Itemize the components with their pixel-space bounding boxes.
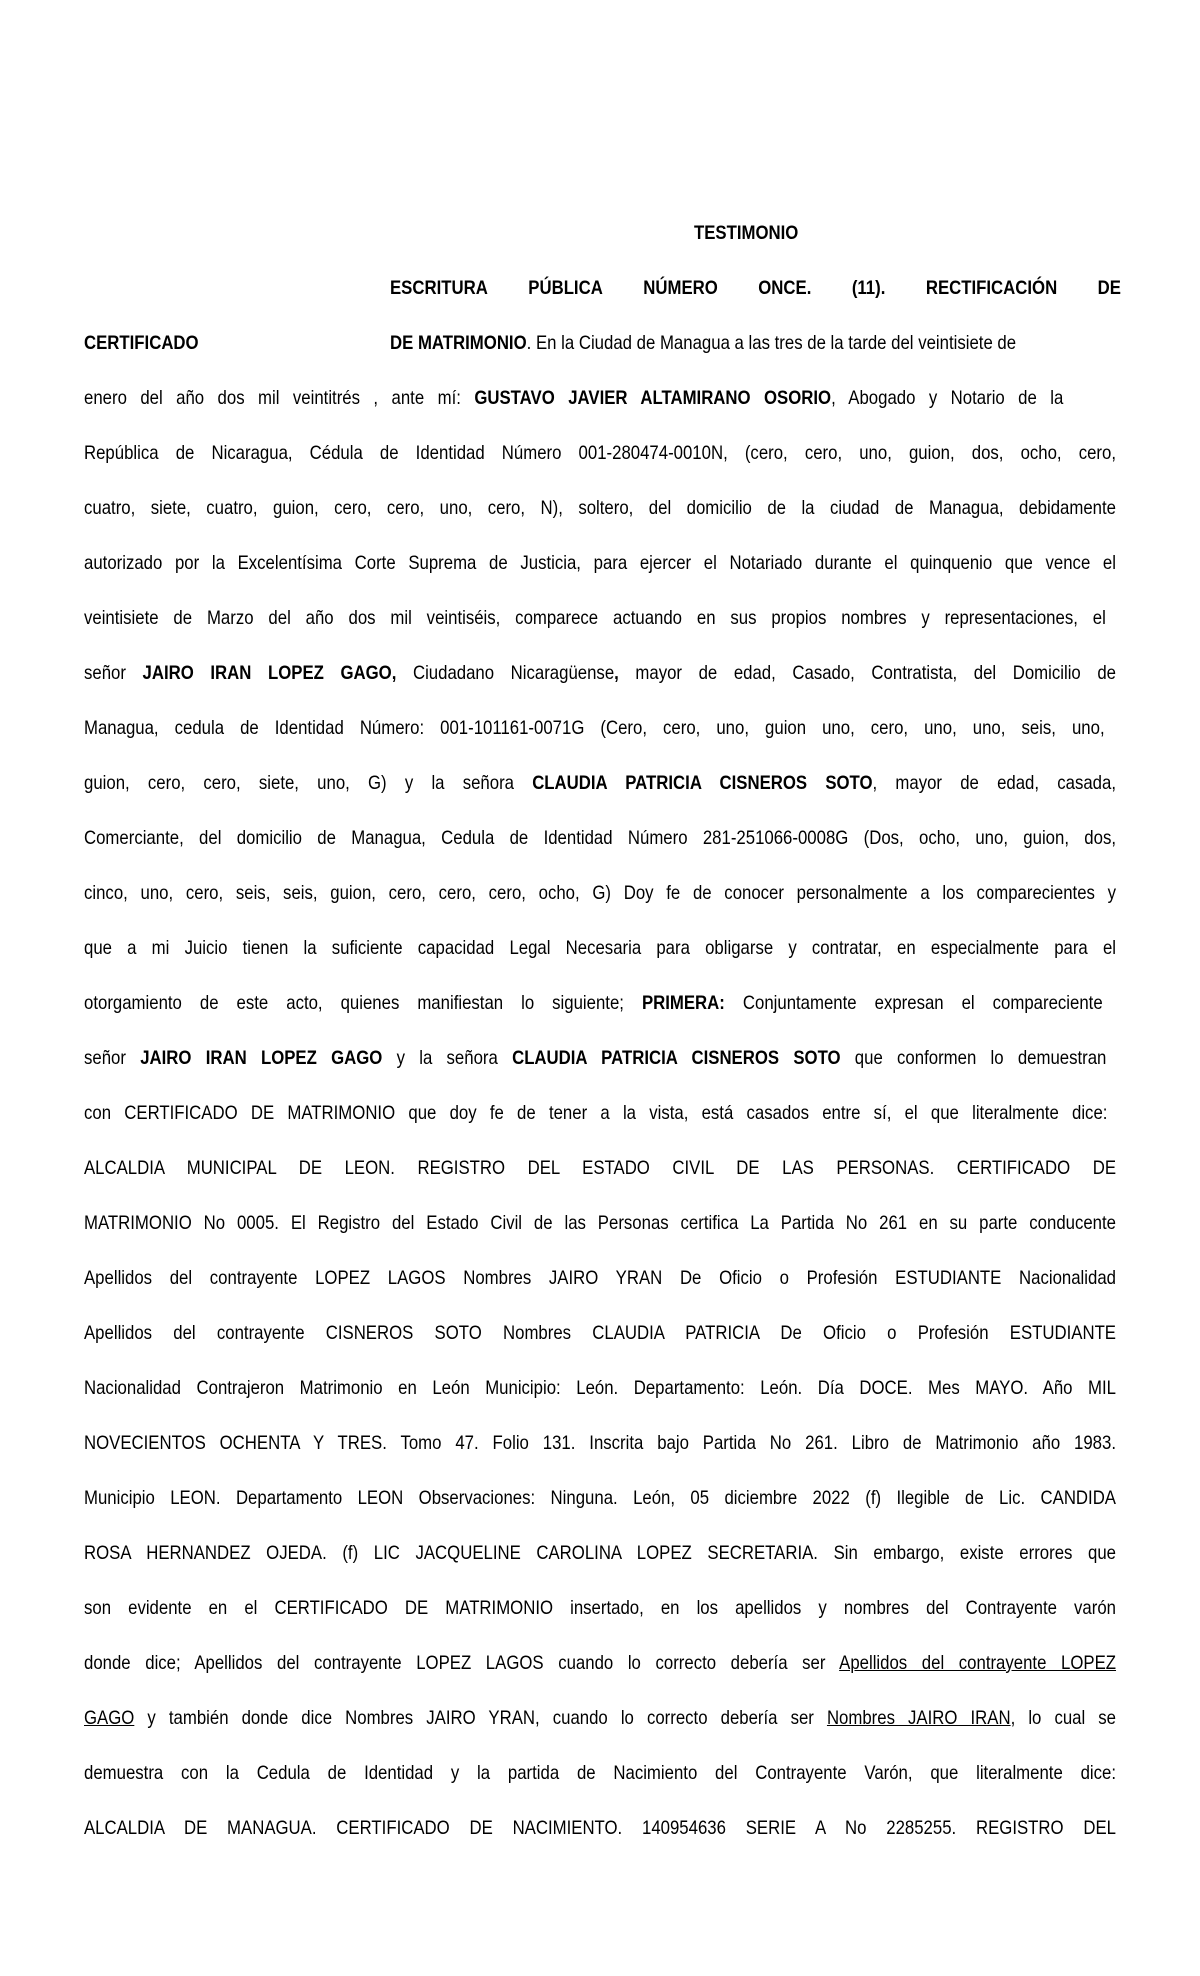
line-text: , mayor de edad, casada, [872,772,1116,794]
paragraph-line: Apellidos del contrayente LOPEZ LAGOS Nombres JAIRO YRAN De Oficio o Profesión ESTUDIANTE Nacionalidad [84,1267,1116,1289]
party-name: JAIRO IRAN LOPEZ GAGO [140,1047,383,1069]
heading-certificado: CERTIFICADO [84,332,199,354]
heading-word: PÚBLICA [528,277,603,299]
line-text: . En la Ciudad de Managua a las tres de la tarde del veintisiete de [526,332,1017,354]
paragraph-line: autorizado por la Excelentísima Corte Suprema de Justicia, para ejercer el Notariado durante el quinquenio que vence el [84,552,1116,574]
line-text: Conjuntamente expresan el compareciente [724,992,1103,1014]
line-text: guion, cero, cero, siete, uno, G) y la señora [84,772,533,794]
paragraph-line: veintisiete de Marzo del año dos mil veintiséis, comparece actuando en sus propios nombres y representaciones, el [84,607,1106,629]
paragraph-line: Nacionalidad Contrajeron Matrimonio en León Municipio: León. Departamento: León. Día DOCE. Mes MAYO. Año MIL [84,1377,1116,1399]
party-name: CLAUDIA PATRICIA CISNEROS SOTO [512,1047,841,1069]
paragraph-line [84,771,1116,795]
heading-word: NÚMERO [643,277,718,299]
paragraph-line: República de Nicaragua, Cédula de Identidad Número 001-280474-0010N, (cero, cero, uno, guion, dos, ocho, cero, [84,442,1116,464]
document-title: TESTIMONIO [694,222,799,244]
paragraph-line: Municipio LEON. Departamento LEON Observaciones: Ninguna. León, 05 diciembre 2022 (f) Ilegible de Lic. CANDIDA [84,1487,1116,1509]
paragraph-line [84,1706,1116,1730]
paragraph-line: que a mi Juicio tienen la suficiente capacidad Legal Necesaria para obligarse y contratar, en especialmente para el [84,937,1116,959]
underlined-correction: Nombres JAIRO IRAN [826,1707,1011,1729]
party-name: JAIRO IRAN LOPEZ GAGO, [142,662,397,684]
line-text: señor [84,1047,141,1069]
line-text: y también donde dice Nombres JAIRO YRAN, cuando lo correcto debería ser [134,1707,827,1729]
deed-heading [390,276,1121,300]
paragraph-line: Comerciante, del domicilio de Managua, Cedula de Identidad Número 281-251066-0008G (Dos, ocho, uno, guion, dos, [84,827,1116,849]
line-text: , [614,662,619,684]
paragraph-line: Managua, cedula de Identidad Número: 001-101161-0071G (Cero, cero, uno, guion uno, cero, uno, uno, seis, uno, [84,717,1105,739]
paragraph-line: ROSA HERNANDEZ OJEDA. (f) LIC JACQUELINE CAROLINA LOPEZ SECRETARIA. Sin embargo, existe errores que [84,1542,1116,1564]
line-text: otorgamiento de este acto, quienes manifiestan lo siguiente; [84,992,642,1014]
paragraph-line: cuatro, siete, cuatro, guion, cero, cero, uno, cero, N), soltero, del domicilio de la ciudad de Managua, debidamente [84,497,1116,519]
paragraph-line [390,331,1121,355]
clause-label: PRIMERA: [641,992,725,1014]
paragraph-line: MATRIMONIO No 0005. El Registro del Estado Civil de las Personas certifica La Partida No 261 en su parte conducente [84,1212,1116,1234]
line-text: y la señora [382,1047,513,1069]
heading-continuation: DE MATRIMONIO [390,332,527,354]
paragraph-line: ALCALDIA DE MANAGUA. CERTIFICADO DE NACIMIENTO. 140954636 SERIE A No 2285255. REGISTRO DEL [84,1817,1116,1839]
notary-name: GUSTAVO JAVIER ALTAMIRANO OSORIO [474,387,832,409]
paragraph-line [84,386,1063,410]
party-name: CLAUDIA PATRICIA CISNEROS SOTO [532,772,873,794]
line-text: , lo cual se [1010,1707,1116,1729]
heading-word: (11). [851,277,886,299]
line-text: enero del año dos mil veintitrés , ante mí: [84,387,475,409]
paragraph-line: ALCALDIA MUNICIPAL DE LEON. REGISTRO DEL ESTADO CIVIL DE LAS PERSONAS. CERTIFICADO DE [84,1157,1116,1179]
paragraph-line [84,1651,1116,1675]
paragraph-line: demuestra con la Cedula de Identidad y la partida de Nacimiento del Contrayente Varón, que literalmente dice: [84,1762,1116,1784]
paragraph-line: con CERTIFICADO DE MATRIMONIO que doy fe de tener a la vista, está casados entre sí, el que literalmente dice: [84,1102,1108,1124]
paragraph-line [84,661,1116,685]
heading-word: RECTIFICACIÓN [925,277,1058,299]
line-text: señor [84,662,143,684]
line-text: donde dice; Apellidos del contrayente LOPEZ LAGOS cuando lo correcto debería ser [84,1652,840,1674]
underlined-correction: Apellidos del contrayente LOPEZ [839,1652,1117,1674]
line-text: mayor de edad, Casado, Contratista, del Domicilio de [618,662,1116,684]
heading-word: ESCRITURA [390,277,488,299]
paragraph-line: Apellidos del contrayente CISNEROS SOTO Nombres CLAUDIA PATRICIA De Oficio o Profesión ESTUDIANTE [84,1322,1116,1344]
paragraph-line: NOVECIENTOS OCHENTA Y TRES. Tomo 47. Folio 131. Inscrita bajo Partida No 261. Libro de Matrimonio año 1983. [84,1432,1116,1454]
line-text: , Abogado y Notario de la [831,387,1064,409]
paragraph-line [84,991,1103,1015]
heading-word: ONCE. [758,277,812,299]
paragraph-line [84,1046,1106,1070]
underlined-correction: GAGO [84,1707,135,1729]
paragraph-line: cinco, uno, cero, seis, seis, guion, cero, cero, cero, ocho, G) Doy fe de conocer personalmente a los comparecientes y [84,882,1116,904]
line-text: Ciudadano Nicaragüense [396,662,615,684]
line-text: que conformen lo demuestran [840,1047,1107,1069]
paragraph-line: son evidente en el CERTIFICADO DE MATRIMONIO insertado, en los apellidos y nombres del Contrayente varón [84,1597,1116,1619]
heading-word: DE [1097,277,1121,299]
